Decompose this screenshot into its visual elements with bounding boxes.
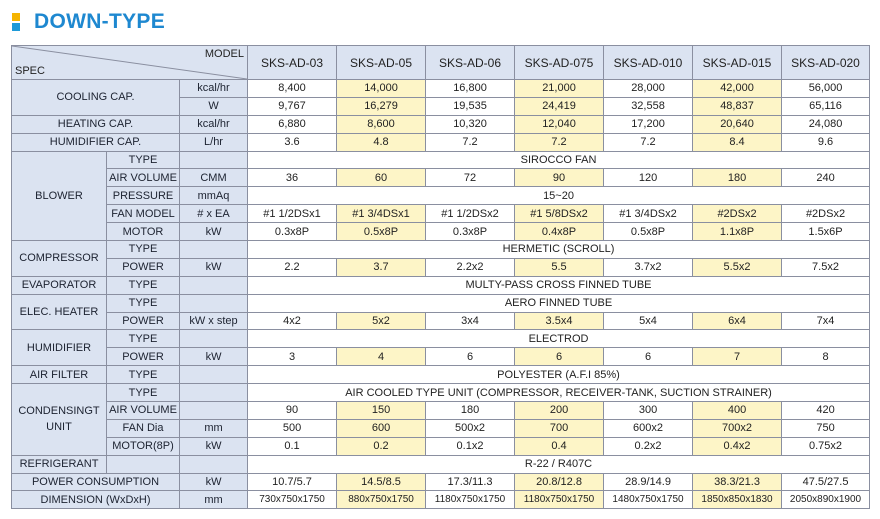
spec-label: POWER (107, 258, 180, 276)
value-cell: #1 1/2DSx2 (426, 205, 515, 223)
value-cell: #1 3/4DSx2 (604, 205, 693, 223)
unit-label: kW (180, 437, 248, 455)
spec-label: TYPE (107, 294, 180, 312)
unit-label: kcal/hr (180, 115, 248, 133)
unit-label: mm (180, 491, 248, 509)
spec-row (12, 330, 870, 348)
spec-row (12, 187, 870, 205)
value-cell: 0.3x8P (248, 223, 337, 241)
group-label: BLOWER (12, 151, 107, 240)
value-cell: 5.5 (515, 258, 604, 276)
value-cell: #1 1/2DSx1 (248, 205, 337, 223)
value-cell: 6,880 (248, 115, 337, 133)
spec-row (12, 115, 870, 133)
spec-label: AIR VOLUME (107, 402, 180, 420)
group-label: COMPRESSOR (12, 241, 107, 277)
unit-label: kcal/hr (180, 80, 248, 98)
value-cell: 1480x750x1750 (604, 491, 693, 509)
value-cell: 3 (248, 348, 337, 366)
spec-row (12, 205, 870, 223)
value-cell: 65,116 (782, 97, 870, 115)
unit-label: kW (180, 348, 248, 366)
page-header (10, 8, 165, 36)
value-cell: 500 (248, 419, 337, 437)
value-cell: 5x2 (337, 312, 426, 330)
value-cell: 20,640 (693, 115, 782, 133)
unit-label: mmAq (180, 187, 248, 205)
value-cell: 700 (515, 419, 604, 437)
unit-label: kW x step (180, 312, 248, 330)
model-header: SKS-AD-03 (248, 46, 337, 80)
span-value-cell: R-22 / R407C (248, 455, 870, 473)
value-cell: 6 (515, 348, 604, 366)
value-cell: #2DSx2 (693, 205, 782, 223)
unit-label (180, 384, 248, 402)
value-cell: 21,000 (515, 80, 604, 98)
group-label: HUMIDIFIER (12, 330, 107, 366)
value-cell: 3.5x4 (515, 312, 604, 330)
group-label: POWER CONSUMPTION (12, 473, 180, 491)
value-cell: 300 (604, 402, 693, 420)
value-cell: 7 (693, 348, 782, 366)
value-cell: 4 (337, 348, 426, 366)
spec-row (12, 491, 870, 509)
value-cell: 38.3/21.3 (693, 473, 782, 491)
title-marker-icon (10, 11, 24, 33)
value-cell: 3x4 (426, 312, 515, 330)
span-value-cell: 15~20 (248, 187, 870, 205)
header-row (12, 46, 870, 80)
value-cell: 600x2 (604, 419, 693, 437)
value-cell: 60 (337, 169, 426, 187)
spec-row (12, 169, 870, 187)
value-cell: 0.75x2 (782, 437, 870, 455)
value-cell: 1.5x6P (782, 223, 870, 241)
value-cell: 1180x750x1750 (426, 491, 515, 509)
value-cell: 200 (515, 402, 604, 420)
model-header: SKS-AD-010 (604, 46, 693, 80)
value-cell: 2050x890x1900 (782, 491, 870, 509)
spec-row (12, 473, 870, 491)
value-cell: #1 5/8DSx2 (515, 205, 604, 223)
value-cell: 8,400 (248, 80, 337, 98)
model-label: MODEL (204, 48, 245, 60)
value-cell: #1 3/4DSx1 (337, 205, 426, 223)
value-cell: 16,800 (426, 80, 515, 98)
value-cell: 2.2 (248, 258, 337, 276)
unit-label: # x EA (180, 205, 248, 223)
value-cell: 32,558 (604, 97, 693, 115)
unit-label: L/hr (180, 133, 248, 151)
spec-row (12, 402, 870, 420)
unit-label: mm (180, 419, 248, 437)
value-cell: 47.5/27.5 (782, 473, 870, 491)
spec-label: FAN MODEL (107, 205, 180, 223)
spec-label: FAN Dia (107, 419, 180, 437)
spec-row (12, 294, 870, 312)
value-cell: 0.5x8P (337, 223, 426, 241)
value-cell: 16,279 (337, 97, 426, 115)
page-title: DOWN-TYPE (34, 10, 166, 33)
unit-label (180, 366, 248, 384)
spec-label: TYPE (107, 241, 180, 259)
value-cell: 0.2 (337, 437, 426, 455)
value-cell: 4.8 (337, 133, 426, 151)
spec-row (12, 80, 870, 98)
value-cell: 1.1x8P (693, 223, 782, 241)
value-cell: 0.4x2 (693, 437, 782, 455)
value-cell: 180 (426, 402, 515, 420)
value-cell: 42,000 (693, 80, 782, 98)
value-cell: 0.1x2 (426, 437, 515, 455)
value-cell: 0.4 (515, 437, 604, 455)
value-cell: 1180x750x1750 (515, 491, 604, 509)
spec-row (12, 455, 870, 473)
value-cell: 10.7/5.7 (248, 473, 337, 491)
group-label: EVAPORATOR (12, 276, 107, 294)
group-label: AIR FILTER (12, 366, 107, 384)
value-cell: 28,000 (604, 80, 693, 98)
value-cell: 3.7x2 (604, 258, 693, 276)
model-header: SKS-AD-015 (693, 46, 782, 80)
value-cell: 3.6 (248, 133, 337, 151)
value-cell: 14.5/8.5 (337, 473, 426, 491)
unit-label: W (180, 97, 248, 115)
value-cell: 0.1 (248, 437, 337, 455)
value-cell: 19,535 (426, 97, 515, 115)
spec-row (12, 419, 870, 437)
spec-label: AIR VOLUME (107, 169, 180, 187)
spec-row (12, 151, 870, 169)
value-cell: 7x4 (782, 312, 870, 330)
span-value-cell: AIR COOLED TYPE UNIT (COMPRESSOR, RECEIVER-TANK, SUCTION STRAINER) (248, 384, 870, 402)
value-cell: 2.2x2 (426, 258, 515, 276)
span-value-cell: ELECTROD (248, 330, 870, 348)
value-cell: 120 (604, 169, 693, 187)
unit-label (180, 276, 248, 294)
spec-label: SPEC (15, 65, 45, 77)
spec-row (12, 366, 870, 384)
value-cell: 420 (782, 402, 870, 420)
unit-label (180, 151, 248, 169)
group-label: REFRIGERANT (12, 455, 107, 473)
spec-label: MOTOR(8P) (107, 437, 180, 455)
value-cell: 0.5x8P (604, 223, 693, 241)
value-cell: 5x4 (604, 312, 693, 330)
unit-label (180, 455, 248, 473)
value-cell: 6 (426, 348, 515, 366)
value-cell: 0.4x8P (515, 223, 604, 241)
value-cell: 4x2 (248, 312, 337, 330)
value-cell: 17,200 (604, 115, 693, 133)
model-header: SKS-AD-075 (515, 46, 604, 80)
value-cell: 880x750x1750 (337, 491, 426, 509)
value-cell: 7.2 (515, 133, 604, 151)
spec-label: MOTOR (107, 223, 180, 241)
value-cell: 500x2 (426, 419, 515, 437)
value-cell: 14,000 (337, 80, 426, 98)
unit-label: kW (180, 223, 248, 241)
spec-label: TYPE (107, 276, 180, 294)
value-cell: 36 (248, 169, 337, 187)
group-label: HEATING CAP. (12, 115, 180, 133)
value-cell: 24,419 (515, 97, 604, 115)
value-cell: 730x750x1750 (248, 491, 337, 509)
spec-label: TYPE (107, 384, 180, 402)
model-header: SKS-AD-020 (782, 46, 870, 80)
value-cell: 3.7 (337, 258, 426, 276)
spec-row (12, 312, 870, 330)
unit-label (180, 294, 248, 312)
value-cell: 28.9/14.9 (604, 473, 693, 491)
value-cell: 90 (515, 169, 604, 187)
group-label-line: UNIT (46, 421, 72, 434)
spec-label: POWER (107, 312, 180, 330)
span-value-cell: HERMETIC (SCROLL) (248, 241, 870, 259)
unit-label (180, 330, 248, 348)
model-header: SKS-AD-05 (337, 46, 426, 80)
spec-table (11, 45, 870, 509)
value-cell: #2DSx2 (782, 205, 870, 223)
value-cell: 400 (693, 402, 782, 420)
spec-row (12, 276, 870, 294)
value-cell: 8 (782, 348, 870, 366)
value-cell: 12,040 (515, 115, 604, 133)
value-cell: 9,767 (248, 97, 337, 115)
value-cell: 600 (337, 419, 426, 437)
group-label (12, 384, 107, 456)
group-label: ELEC. HEATER (12, 294, 107, 330)
spec-row (12, 133, 870, 151)
value-cell: 8,600 (337, 115, 426, 133)
value-cell: 6x4 (693, 312, 782, 330)
value-cell: 56,000 (782, 80, 870, 98)
spec-label: POWER (107, 348, 180, 366)
spec-row (12, 384, 870, 402)
spec-row (12, 258, 870, 276)
spec-label: TYPE (107, 151, 180, 169)
value-cell: 20.8/12.8 (515, 473, 604, 491)
value-cell: 150 (337, 402, 426, 420)
span-value-cell: SIROCCO FAN (248, 151, 870, 169)
value-cell: 0.2x2 (604, 437, 693, 455)
value-cell: 750 (782, 419, 870, 437)
group-label: DIMENSION (WxDxH) (12, 491, 180, 509)
value-cell: 10,320 (426, 115, 515, 133)
span-value-cell: POLYESTER (A.F.I 85%) (248, 366, 870, 384)
value-cell: 7.2 (604, 133, 693, 151)
unit-label (180, 241, 248, 259)
value-cell: 240 (782, 169, 870, 187)
value-cell: 5.5x2 (693, 258, 782, 276)
span-value-cell: AERO FINNED TUBE (248, 294, 870, 312)
value-cell: 90 (248, 402, 337, 420)
spec-row (12, 223, 870, 241)
value-cell: 0.3x8P (426, 223, 515, 241)
spec-label (107, 455, 180, 473)
group-label: COOLING CAP. (12, 80, 180, 116)
value-cell: 72 (426, 169, 515, 187)
value-cell: 17.3/11.3 (426, 473, 515, 491)
spec-label: TYPE (107, 366, 180, 384)
value-cell: 9.6 (782, 133, 870, 151)
value-cell: 48,837 (693, 97, 782, 115)
value-cell: 180 (693, 169, 782, 187)
spec-table-body (12, 46, 870, 509)
value-cell: 6 (604, 348, 693, 366)
spec-row (12, 437, 870, 455)
spec-label: TYPE (107, 330, 180, 348)
group-label: HUMIDIFIER CAP. (12, 133, 180, 151)
spec-row (12, 348, 870, 366)
value-cell: 7.5x2 (782, 258, 870, 276)
unit-label: kW (180, 258, 248, 276)
value-cell: 7.2 (426, 133, 515, 151)
value-cell: 8.4 (693, 133, 782, 151)
value-cell: 24,080 (782, 115, 870, 133)
spec-label: PRESSURE (107, 187, 180, 205)
value-cell: 700x2 (693, 419, 782, 437)
unit-label (180, 402, 248, 420)
spec-row (12, 241, 870, 259)
value-cell: 1850x850x1830 (693, 491, 782, 509)
group-label-line: CONDENSINGT (18, 405, 100, 418)
unit-label: kW (180, 473, 248, 491)
unit-label: CMM (180, 169, 248, 187)
model-spec-corner (12, 46, 248, 80)
model-header: SKS-AD-06 (426, 46, 515, 80)
span-value-cell: MULTY-PASS CROSS FINNED TUBE (248, 276, 870, 294)
